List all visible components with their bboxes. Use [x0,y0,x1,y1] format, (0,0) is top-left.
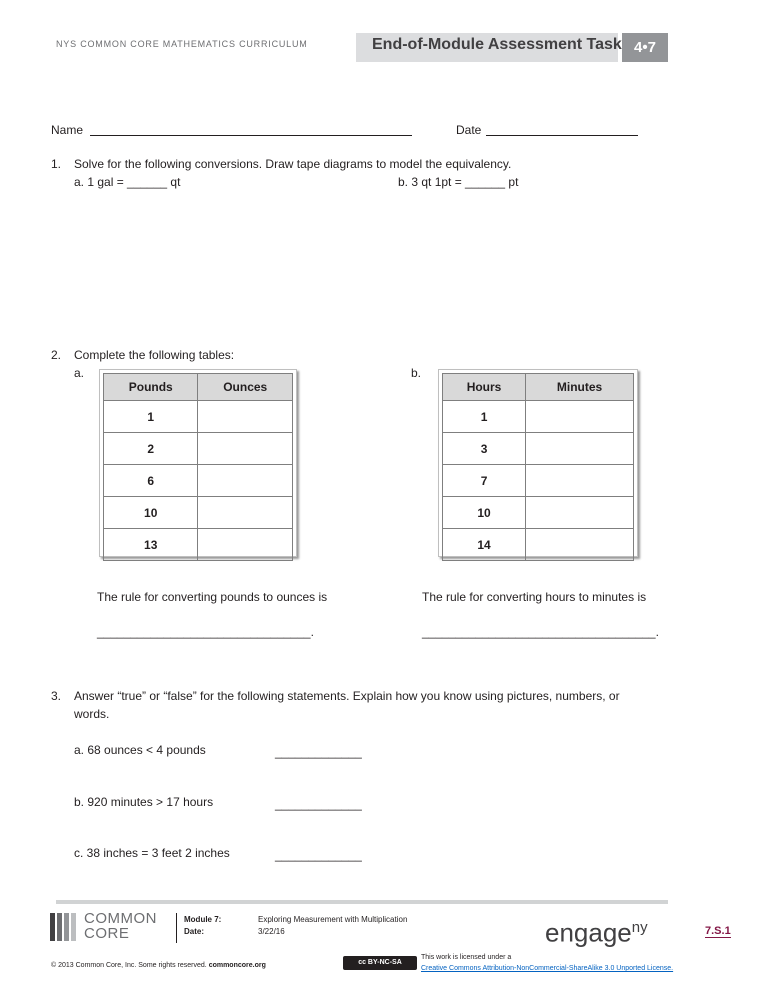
copyright-text [51,962,266,969]
minutes-answer-cell[interactable] [526,401,634,433]
footer-rule [56,900,668,904]
table-row [104,433,293,465]
q2-number: 2. [51,348,62,362]
table-pounds [103,373,293,561]
engage-text: engage [545,917,632,948]
table-pounds-frame [99,369,297,557]
q3c-statement: c. 38 inches = 3 feet 2 inches [74,846,230,860]
ounces-answer-cell[interactable] [198,401,293,433]
minutes-answer-cell[interactable] [526,497,634,529]
hours-value: 1 [443,401,526,433]
engageny-logo [545,914,648,947]
pounds-value: 1 [104,401,198,433]
q3c-answer-blank[interactable]: _____________ [275,848,362,862]
q3b-statement: b. 920 minutes > 17 hours [74,795,214,809]
logo-text-common: COMMON [84,910,157,927]
q3a-answer-blank[interactable]: _____________ [275,745,362,759]
pounds-value: 6 [104,465,198,497]
table-row [443,497,634,529]
rule-hours-blank[interactable]: ___________________________________. [422,625,659,639]
col-header-hours: Hours [443,374,526,401]
curriculum-label: NYS COMMON CORE MATHEMATICS CURRICULUM [56,39,308,49]
module-date: 3/22/16 [258,927,285,936]
table-hours [442,373,634,561]
table-row [443,529,634,561]
date-footer-label: Date: [184,927,205,936]
rule-pounds-text: The rule for converting pounds to ounces is [97,590,328,604]
lesson-tag: 4•7 [622,33,668,62]
footer-divider [176,913,177,943]
name-label: Name [51,123,84,137]
table-row [104,529,293,561]
ounces-answer-cell[interactable] [198,497,293,529]
q1-number: 1. [51,157,62,171]
table-hours-frame [438,369,638,557]
page-title: End-of-Module Assessment Task [372,36,622,53]
table-row [443,401,634,433]
copyright-notice: © 2013 Common Core, Inc. Some rights reserved. [51,962,207,969]
minutes-answer-cell[interactable] [526,529,634,561]
rule-pounds-blank[interactable]: ________________________________. [97,625,314,639]
table-row [104,401,293,433]
q3-number: 3. [51,689,62,703]
license-link[interactable]: Creative Commons Attribution-NonCommercial-ShareAlike 3.0 Unported License. [421,965,674,972]
table-row [104,497,293,529]
cc-license-badge[interactable]: cc BY-NC-SA [343,956,417,970]
logo-text-core: CORE [84,925,130,942]
q3-prompt-line2: words. [74,707,110,721]
module-label: Module 7: [184,915,222,924]
ounces-answer-cell[interactable] [198,433,293,465]
q1-prompt: Solve for the following conversions. Draw tape diagrams to model the equivalency. [74,157,512,171]
q2a-label: a. [74,366,85,380]
module-title: Exploring Measurement with Multiplication [258,915,408,924]
ounces-answer-cell[interactable] [198,529,293,561]
table-row [104,465,293,497]
q2-prompt: Complete the following tables: [74,348,235,362]
common-core-logo-icon [50,913,80,941]
q2b-label: b. [411,366,422,380]
date-label: Date [456,123,482,137]
hours-value: 14 [443,529,526,561]
hours-value: 10 [443,497,526,529]
table-row [443,433,634,465]
ounces-answer-cell[interactable] [198,465,293,497]
hours-value: 7 [443,465,526,497]
q1b-text: b. 3 qt 1pt = ______ pt [398,175,519,189]
rule-hours-text: The rule for converting hours to minutes is [422,590,647,604]
name-field[interactable] [90,135,412,136]
table-row [443,465,634,497]
q1a-text: a. 1 gal = ______ qt [74,175,181,189]
license-text: This work is licensed under a [421,954,512,961]
pounds-value: 13 [104,529,198,561]
minutes-answer-cell[interactable] [526,465,634,497]
q3b-answer-blank[interactable]: _____________ [275,797,362,811]
pounds-value: 10 [104,497,198,529]
q3-prompt-line1: Answer “true” or “false” for the following statements. Explain how you know using pictures, numbers, or [74,689,620,703]
col-header-minutes: Minutes [526,374,634,401]
page-code: 7.S.1 [705,925,731,937]
q3a-statement: a. 68 ounces < 4 pounds [74,743,206,757]
hours-value: 3 [443,433,526,465]
minutes-answer-cell[interactable] [526,433,634,465]
ny-text: ny [631,919,648,936]
date-field[interactable] [486,135,638,136]
col-header-pounds: Pounds [104,374,198,401]
pounds-value: 2 [104,433,198,465]
copyright-site[interactable]: commoncore.org [208,962,266,969]
col-header-ounces: Ounces [198,374,293,401]
